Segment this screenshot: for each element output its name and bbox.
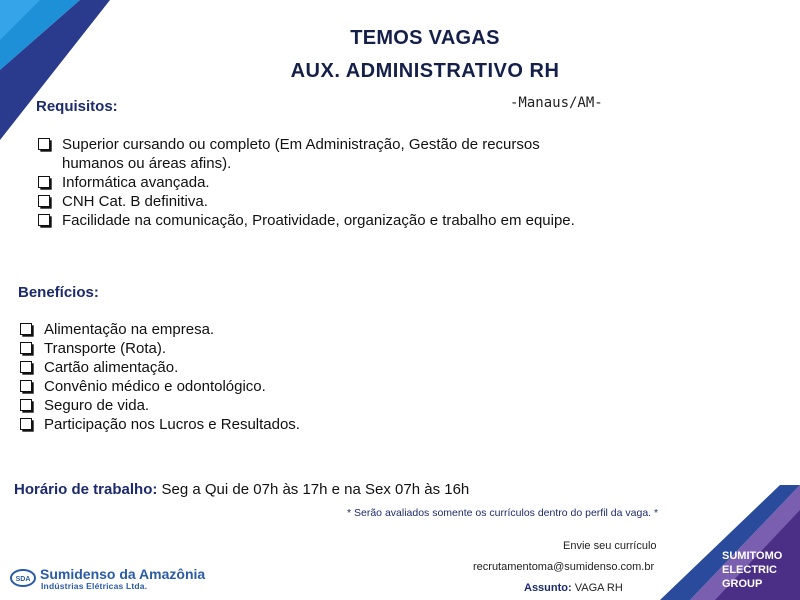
list-item: Alimentação na empresa. [19, 320, 539, 339]
list-item: Cartão alimentação. [19, 358, 539, 377]
group-line-3: GROUP [722, 578, 763, 590]
profile-note: * Serão avaliados somente os currículos dentro do perfil da vaga. * [347, 507, 659, 519]
subject-value: VAGA RH [571, 582, 623, 594]
group-line-1: SUMITOMO [722, 550, 783, 562]
checkbox-bullet-icon [20, 323, 32, 335]
list-item: Participação nos Lucros e Resultados. [19, 415, 539, 434]
sumidenso-logo-icon [10, 568, 40, 588]
list-item: Seguro de vida. [19, 396, 539, 415]
send-cv-text: Envie seu currículo [563, 540, 657, 552]
checkbox-bullet-icon [20, 361, 32, 373]
list-item: Superior cursando ou completo (Em Administração, Gestão de recursos humanos ou áreas afins). [37, 135, 577, 173]
checkbox-bullet-icon [38, 138, 50, 150]
checkbox-bullet-icon [38, 176, 50, 188]
group-line-2: ELECTRIC [722, 564, 777, 576]
svg-text:SDA: SDA [15, 576, 31, 583]
checkbox-bullet-icon [20, 418, 32, 430]
logo-company-name: Sumidenso da Amazônia [40, 566, 206, 582]
list-item: Informática avançada. [37, 173, 577, 192]
logo-company-subtitle: Indústrias Elétricas Ltda. [41, 581, 148, 591]
list-item: Convênio médico e odontológico. [19, 377, 539, 396]
email-subject [524, 582, 623, 594]
benefits-list [19, 320, 539, 434]
page-title: TEMOS VAGAS [350, 27, 500, 49]
checkbox-bullet-icon [38, 195, 50, 207]
requirements-heading: Requisitos: [36, 98, 118, 115]
location-text: -Manaus/AM- [510, 95, 603, 111]
work-schedule [14, 481, 469, 498]
sumitomo-group-logo [722, 549, 782, 591]
requirements-list [37, 135, 577, 230]
checkbox-bullet-icon [38, 214, 50, 226]
subject-label: Assunto: [524, 582, 572, 594]
checkbox-bullet-icon [20, 380, 32, 392]
checkbox-bullet-icon [20, 399, 32, 411]
job-title: AUX. ADMINISTRATIVO RH [290, 60, 560, 82]
list-item: Transporte (Rota). [19, 339, 539, 358]
list-item: CNH Cat. B definitiva. [37, 192, 577, 211]
benefits-heading: Benefícios: [18, 284, 99, 301]
work-schedule-value: Seg a Qui de 07h às 17h e na Sex 07h às 16h [157, 481, 470, 498]
checkbox-bullet-icon [20, 342, 32, 354]
company-logo [10, 564, 240, 594]
contact-email: recrutamentoma@sumidenso.com.br [473, 561, 655, 573]
list-item: Facilidade na comunicação, Proatividade, organização e trabalho em equipe. [37, 211, 577, 230]
work-schedule-label: Horário de trabalho: [14, 481, 158, 498]
